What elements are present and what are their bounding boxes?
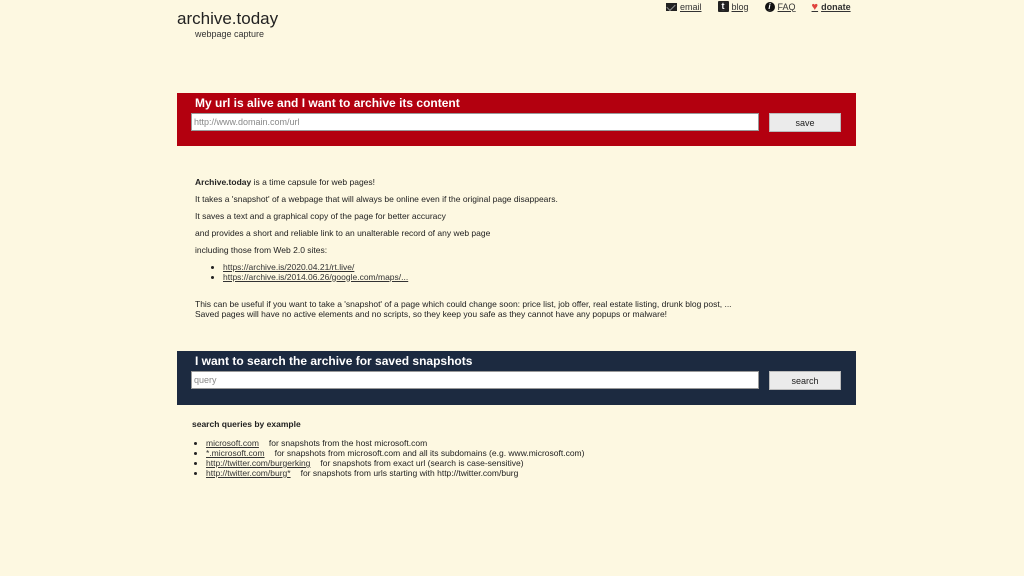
search-examples-list [192, 438, 584, 478]
usefulness-line-2: Saved pages will have no active elements and no scripts, so they keep you safe as they cannot have any popups or malware! [195, 309, 668, 320]
email-link[interactable] [666, 2, 702, 12]
example-query-desc: for snapshots from the host microsoft.com [268, 438, 428, 448]
search-panel-title: I want to search the archive for saved snapshots [195, 354, 473, 368]
save-button[interactable]: save [769, 113, 841, 132]
site-subtitle: webpage capture [195, 29, 265, 39]
email-link-label: email [680, 1, 702, 12]
blog-link-label: blog [731, 1, 749, 12]
about-line-5: including those from Web 2.0 sites: [195, 244, 328, 255]
example-archive-link-1[interactable]: https://archive.is/2020.04.21/rt.live/ [223, 261, 355, 272]
search-button[interactable]: search [769, 371, 841, 390]
faq-link-label: FAQ [777, 1, 796, 12]
list-item [206, 448, 584, 458]
example-archive-link-2[interactable]: https://archive.is/2014.06.26/google.com/maps/... [223, 271, 409, 282]
usefulness-line-1: This can be useful if you want to take a 'snapshot' of a page which could change soon: price list, job offer, real estate listing, drunk blog post, ... [195, 299, 732, 310]
site-title: archive.today [177, 9, 279, 28]
about-line-3: It saves a text and a graphical copy of the page for better accuracy [195, 210, 446, 221]
example-query-link[interactable]: http://twitter.com/burg* [206, 468, 291, 478]
list-item [206, 458, 584, 468]
donate-link[interactable] [812, 2, 851, 12]
mail-icon [666, 3, 677, 11]
donate-link-label: donate [821, 1, 851, 12]
list-item [206, 468, 584, 478]
brand-name: Archive.today [195, 177, 252, 187]
about-line-2: It takes a 'snapshot' of a webpage that will always be online even if the original page disappears. [195, 193, 558, 204]
save-url-form [177, 93, 856, 146]
site-logo[interactable] [177, 9, 278, 39]
about-line-4: and provides a short and reliable link to an unalterable record of any web page [195, 227, 491, 238]
info-icon: i [765, 2, 775, 12]
list-item [223, 273, 732, 283]
example-query-link[interactable]: http://twitter.com/burgerking [206, 458, 311, 468]
list-item [206, 438, 584, 448]
blog-link[interactable] [718, 1, 749, 12]
search-examples-heading: search queries by example [192, 419, 301, 429]
about-intro-text: is a time capsule for web pages! [251, 177, 376, 187]
search-examples [192, 419, 584, 478]
example-query-link[interactable]: microsoft.com [206, 438, 259, 448]
example-query-desc: for snapshots from urls starting with http://twitter.com/burg [300, 468, 519, 478]
example-query-desc: for snapshots from microsoft.com and all its subdomains (e.g. www.microsoft.com) [274, 448, 585, 458]
top-nav [666, 1, 851, 12]
example-query-desc: for snapshots from exact url (search is case-sensitive) [320, 458, 524, 468]
usefulness-note [195, 299, 732, 320]
tumblr-icon: t [718, 1, 729, 12]
query-input[interactable] [191, 371, 759, 389]
save-panel-title: My url is alive and I want to archive its content [195, 96, 460, 110]
about-section [195, 178, 732, 320]
about-intro [195, 178, 732, 187]
heart-icon: ♥ [811, 0, 819, 13]
example-query-link[interactable]: *.microsoft.com [206, 448, 265, 458]
url-input[interactable] [191, 113, 759, 131]
faq-link[interactable] [765, 2, 796, 12]
example-archive-links [195, 263, 732, 282]
search-archive-form [177, 351, 856, 405]
